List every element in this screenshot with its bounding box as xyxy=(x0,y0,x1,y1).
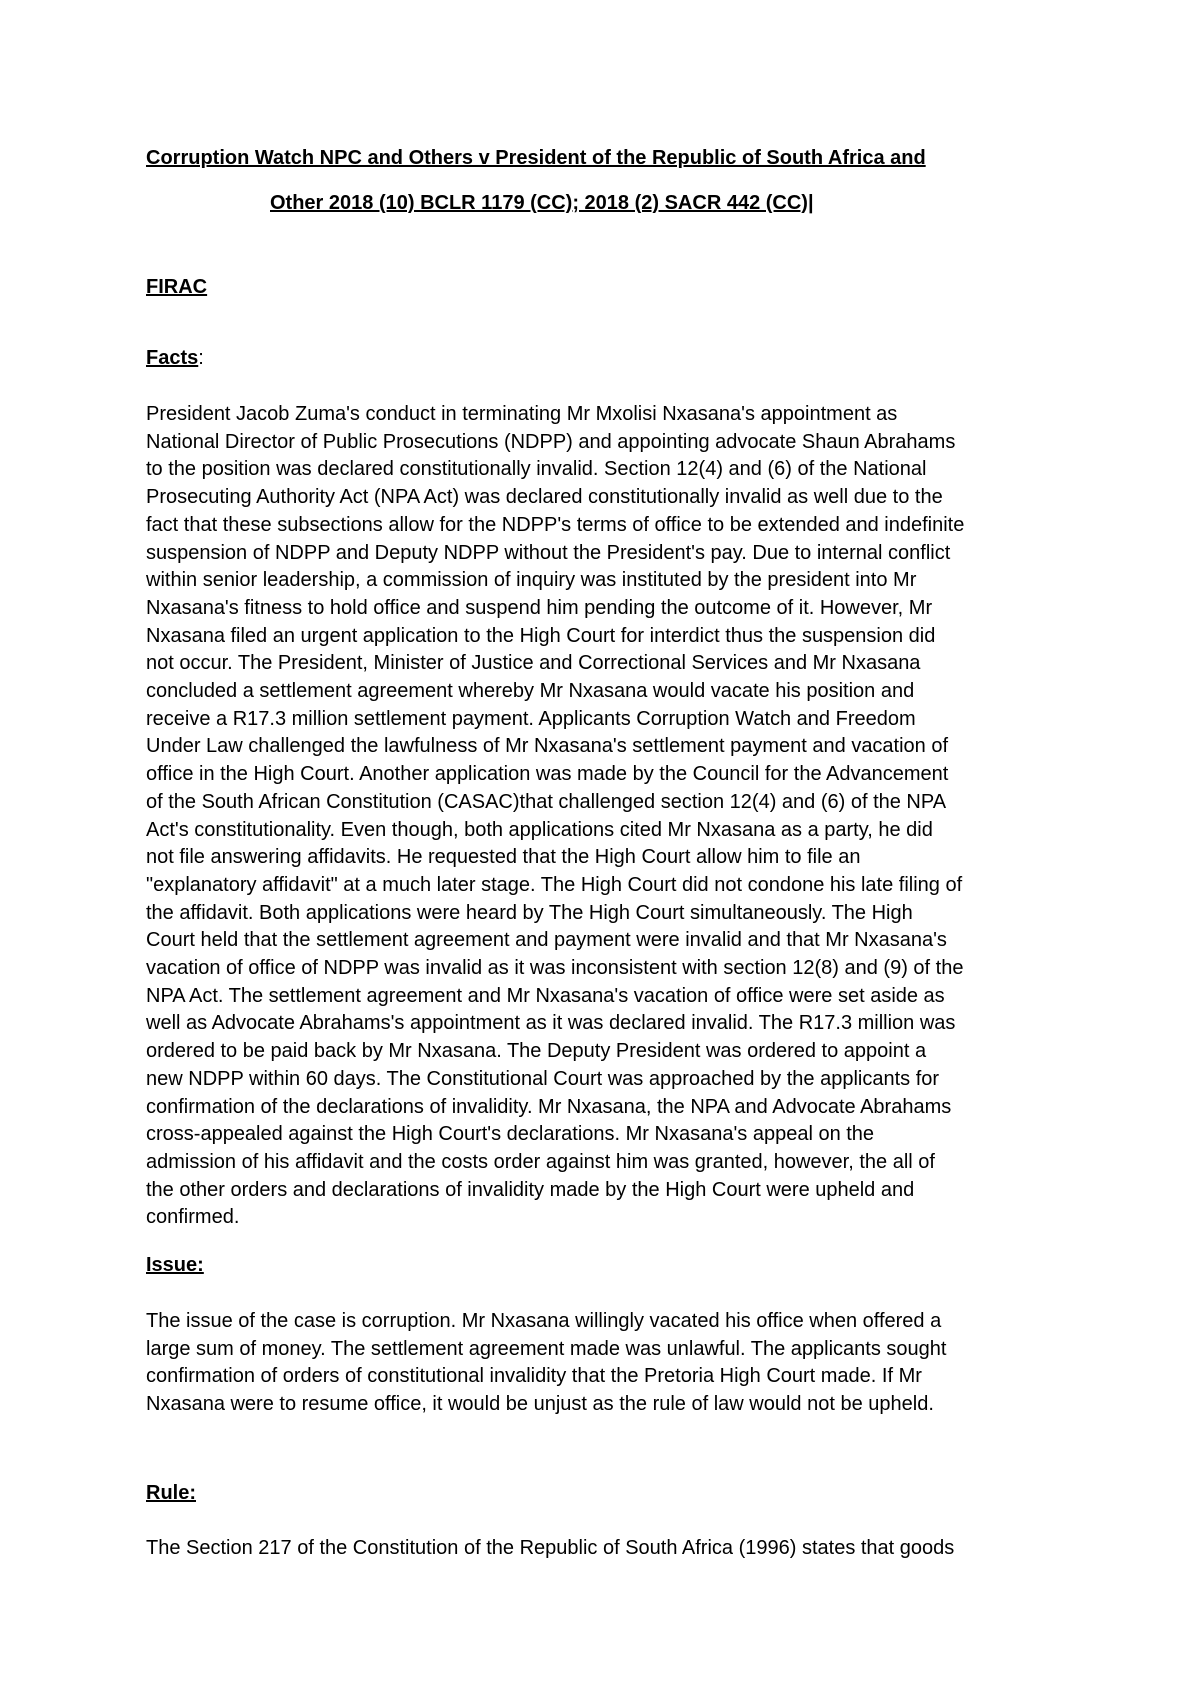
facts-line: "explanatory affidavit" at a much later stage. The High Court did not condone his late filing of xyxy=(146,873,963,896)
facts-line: Nxasana filed an urgent application to the High Court for interdict thus the suspension did xyxy=(146,624,936,647)
case-title-line-1: Corruption Watch NPC and Others v President of the Republic of South Africa and xyxy=(146,147,926,169)
facts-heading-text: Facts xyxy=(146,347,199,369)
issue-heading-text: Issue: xyxy=(146,1254,204,1276)
issue-line: Nxasana were to resume office, it would be unjust as the rule of law would not be upheld. xyxy=(146,1393,934,1416)
rule-heading-text: Rule: xyxy=(146,1482,196,1504)
facts-heading xyxy=(146,346,204,370)
facts-heading-colon: : xyxy=(198,347,204,369)
facts-line: ordered to be paid back by Mr Nxasana. The Deputy President was ordered to appoint a xyxy=(146,1040,927,1063)
issue-heading xyxy=(146,1253,204,1277)
facts-line: confirmed. xyxy=(146,1206,240,1229)
facts-line: of the South African Constitution (CASAC)that challenged section 12(4) and (6) of the NPA xyxy=(146,790,947,813)
facts-line: the affidavit. Both applications were heard by The High Court simultaneously. The High xyxy=(146,901,913,924)
facts-line: admission of his affidavit and the costs order against him was granted, however, the all of xyxy=(146,1150,935,1173)
facts-line: National Director of Public Prosecutions (NDPP) and appointing advocate Shaun Abrahams xyxy=(146,430,956,453)
facts-line: not file answering affidavits. He requested that the High Court allow him to file an xyxy=(146,846,861,869)
facts-line: the other orders and declarations of invalidity made by the High Court were upheld and xyxy=(146,1178,915,1201)
facts-line: cross-appealed against the High Court's declarations. Mr Nxasana's appeal on the xyxy=(146,1123,875,1146)
facts-line: Court held that the settlement agreement and payment were invalid and that Mr Nxasana's xyxy=(146,929,947,952)
facts-line: Under Law challenged the lawfulness of Mr Nxasana's settlement payment and vacation of xyxy=(146,735,949,758)
facts-line: office in the High Court. Another application was made by the Council for the Advancement xyxy=(146,763,949,786)
facts-line: concluded a settlement agreement whereby Mr Nxasana would vacate his position and xyxy=(146,680,915,703)
facts-line: within senior leadership, a commission of inquiry was instituted by the president into Mr xyxy=(146,569,917,592)
facts-line: President Jacob Zuma's conduct in terminating Mr Mxolisi Nxasana's appointment as xyxy=(146,403,898,425)
firac-heading xyxy=(146,275,207,299)
issue-line: confirmation of orders of constitutional invalidity that the Pretoria High Court made. If Mr xyxy=(146,1365,922,1388)
case-title-line-2: Other 2018 (10) BCLR 1179 (CC); 2018 (2) SACR 442 (CC)| xyxy=(270,192,814,214)
rule-heading xyxy=(146,1481,196,1505)
facts-line: not occur. The President, Minister of Justice and Correctional Services and Mr Nxasana xyxy=(146,652,921,675)
facts-line: vacation of office of NDPP was invalid as it was inconsistent with section 12(8) and (9) of the xyxy=(146,957,964,980)
rule-paragraph xyxy=(146,1535,1076,1563)
facts-line: suspension of NDPP and Deputy NDPP without the President's pay. Due to internal conflict xyxy=(146,541,951,564)
facts-line: confirmation of the declarations of invalidity. Mr Nxasana, the NPA and Advocate Abrahams xyxy=(146,1095,952,1118)
facts-line: Prosecuting Authority Act (NPA Act) was declared constitutionally invalid as well due to the xyxy=(146,486,943,509)
facts-line: Nxasana's fitness to hold office and suspend him pending the outcome of it. However, Mr xyxy=(146,596,933,619)
facts-paragraph xyxy=(146,401,1076,1232)
facts-line: fact that these subsections allow for the NDPP's terms of office to be extended and indefinite xyxy=(146,513,965,536)
facts-line: NPA Act. The settlement agreement and Mr Nxasana's vacation of office were set aside as xyxy=(146,984,945,1007)
facts-line: to the position was declared constitutionally invalid. Section 12(4) and (6) of the National xyxy=(146,458,927,481)
facts-line: receive a R17.3 million settlement payment. Applicants Corruption Watch and Freedom xyxy=(146,707,916,730)
facts-line: new NDPP within 60 days. The Constitutional Court was approached by the applicants for xyxy=(146,1067,940,1090)
firac-heading-text: FIRAC xyxy=(146,276,208,298)
issue-line: large sum of money. The settlement agreement made was unlawful. The applicants sought xyxy=(146,1337,947,1360)
facts-line: well as Advocate Abrahams's appointment as it was declared invalid. The R17.3 million was xyxy=(146,1012,956,1035)
issue-paragraph xyxy=(146,1308,1076,1419)
issue-line: The issue of the case is corruption. Mr Nxasana willingly vacated his office when offered a xyxy=(146,1310,942,1332)
facts-line: Act's constitutionality. Even though, both applications cited Mr Nxasana as a party, he did xyxy=(146,818,933,841)
rule-line: The Section 217 of the Constitution of the Republic of South Africa (1996) states that goods xyxy=(146,1537,955,1559)
